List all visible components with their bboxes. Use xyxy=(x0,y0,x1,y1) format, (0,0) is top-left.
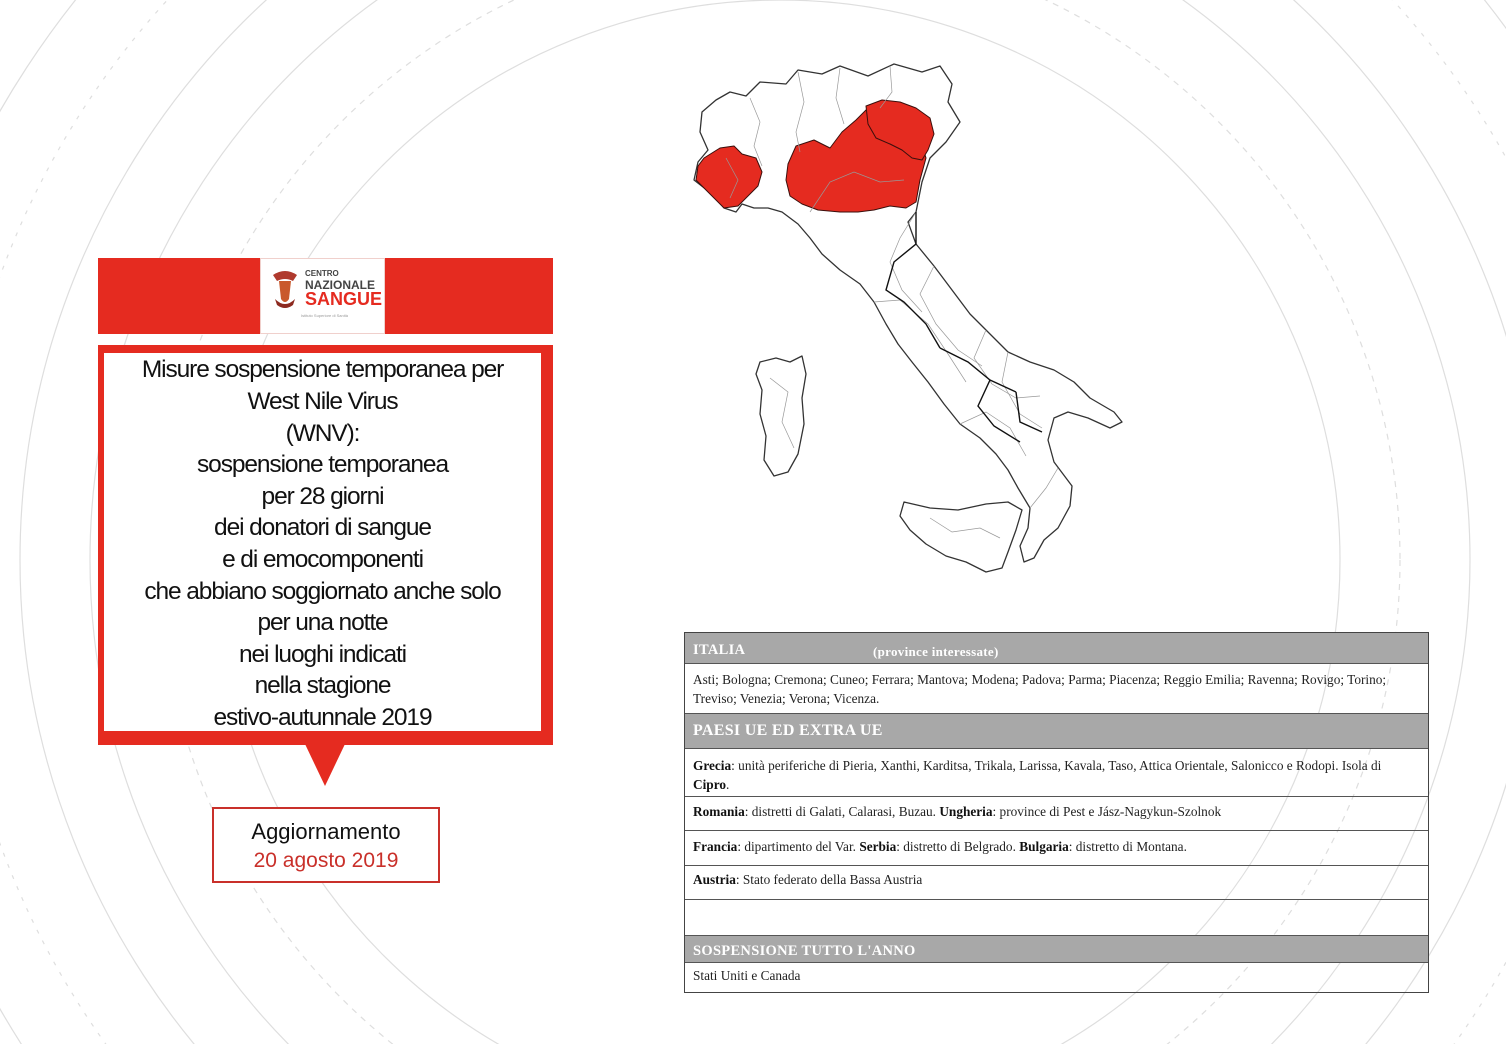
sospensione-header: SOSPENSIONE TUTTO L'ANNO xyxy=(685,936,1428,963)
austria-text: : Stato federato della Bassa Austria xyxy=(735,872,923,887)
grecia-row xyxy=(685,749,1428,797)
update-label: Aggiornamento xyxy=(251,819,401,844)
italia-header-subtitle: (province interessate) xyxy=(873,644,999,659)
italy-map xyxy=(690,62,1140,582)
message-line: dei donatori di sangue xyxy=(214,514,431,542)
message-line: sospensione temporanea xyxy=(197,451,448,479)
sicily xyxy=(900,502,1022,572)
francia-country: Francia xyxy=(693,839,738,854)
italia-header-title: ITALIA xyxy=(693,642,746,658)
grecia-cipro: Cipro xyxy=(693,777,727,792)
message-line: nella stagione xyxy=(254,672,391,700)
empty-row xyxy=(685,900,1428,936)
ungheria-country: Ungheria xyxy=(939,804,993,819)
romania-text: : distretti di Galati, Calarasi, Buzau. xyxy=(744,804,940,819)
cns-logo xyxy=(260,258,385,334)
romania-country: Romania xyxy=(693,804,745,819)
grecia-country: Grecia xyxy=(693,758,732,773)
romania-ungheria-row xyxy=(685,797,1428,831)
logo-emblem-icon xyxy=(269,269,301,309)
bulgaria-country: Bulgaria xyxy=(1019,839,1069,854)
italia-provinces-row: Asti; Bologna; Cremona; Cuneo; Ferrara; Mantova; Modena; Padova; Parma; Piacenza; Reggio Emilia; Ravenna; Rovigo; Torino; Treviso; Venezia; Verona; Vicenza. xyxy=(685,664,1428,714)
update-date: 20 agosto 2019 xyxy=(253,849,399,872)
info-table xyxy=(684,632,1429,993)
bulgaria-text: : distretto di Montana. xyxy=(1068,839,1187,854)
logo-line-sangue: SANGUE xyxy=(305,289,383,309)
message-line: West Nile Virus xyxy=(247,388,398,416)
message-line: per 28 giorni xyxy=(261,482,384,510)
francia-serbia-bulgaria-row xyxy=(685,831,1428,866)
message-line: e di emocomponenti xyxy=(222,546,423,573)
paesi-header: PAESI UE ED EXTRA UE xyxy=(685,714,1428,749)
message-line: per una notte xyxy=(257,609,388,637)
italia-header xyxy=(685,633,1428,664)
ungheria-text: : province di Pest e Jász-Nagykun-Szolnok xyxy=(992,804,1222,819)
logo-subtitle: Istituto Superiore di Sanità xyxy=(301,313,348,318)
grecia-isola: Isola di xyxy=(1341,758,1382,773)
austria-country: Austria xyxy=(693,872,736,887)
message-line: (WNV): xyxy=(285,419,360,447)
update-box xyxy=(212,807,440,883)
callout-pointer xyxy=(305,744,345,786)
serbia-country: Serbia xyxy=(859,839,897,854)
sardinia xyxy=(756,356,806,476)
message-line: Misure sospensione temporanea per xyxy=(141,356,504,384)
austria-row xyxy=(685,866,1428,900)
logo-line-centro: CENTRO xyxy=(305,269,339,278)
serbia-text: : distretto di Belgrado. xyxy=(896,839,1020,854)
francia-text: : dipartimento del Var. xyxy=(737,839,860,854)
grecia-text: : unità periferiche di Pieria, Xanthi, Karditsa, Trikala, Larissa, Kavala, Taso, Attica Orientale, Salonicco e Rodopi. xyxy=(731,758,1342,773)
message-line: che abbiano soggiornato anche solo xyxy=(144,577,501,605)
message-callout xyxy=(98,345,553,745)
sospensione-row: Stati Uniti e Canada xyxy=(693,968,801,983)
message-line: nei luoghi indicati xyxy=(238,640,407,668)
message-text-area xyxy=(104,353,541,731)
message-line: estivo-autunnale 2019 xyxy=(213,703,432,731)
logo-line-nazionale: NAZIONALE xyxy=(305,278,375,292)
grecia-end: . xyxy=(726,777,730,792)
